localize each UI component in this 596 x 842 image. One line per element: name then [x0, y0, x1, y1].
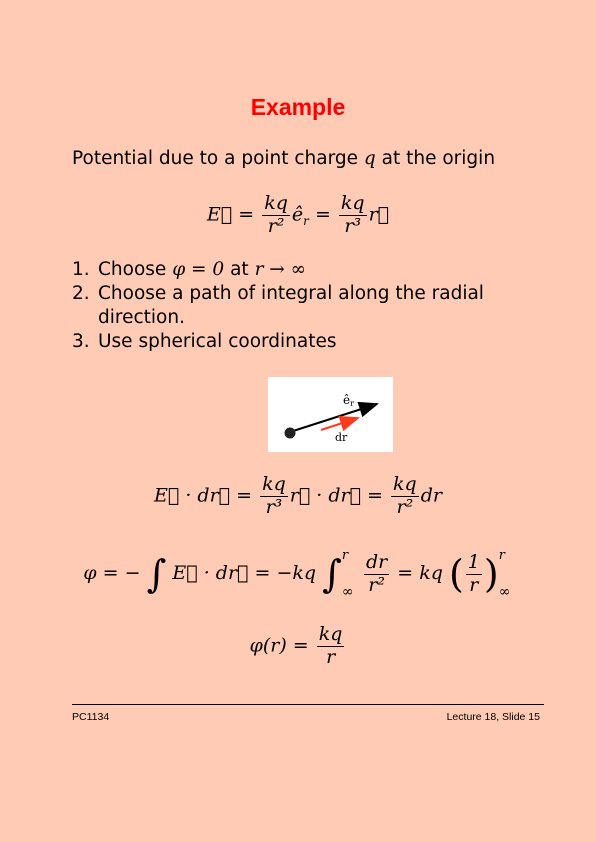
list-number: 1.: [72, 259, 90, 280]
eq2-lhs: E⃗ · dr⃗ =: [154, 484, 253, 507]
eq3-lhs: φ = −: [83, 562, 141, 584]
eq4-lhs: φ(r) =: [249, 634, 309, 657]
integral-sign: ∫: [146, 552, 167, 596]
eq4-frac: [317, 624, 345, 669]
list-number: 2.: [72, 283, 90, 304]
eq2-num1: kq: [262, 473, 286, 495]
eq1-frac-2: [339, 193, 367, 238]
integral-limits: [342, 548, 356, 600]
integral-sign-limits: ∫: [322, 552, 342, 596]
eq3-eq: = kq: [397, 562, 443, 584]
list-text: at: [230, 259, 249, 280]
eq4-den: r: [326, 645, 336, 668]
radial-diagram: [268, 377, 393, 452]
eq3-inner-num: 1: [467, 550, 480, 573]
list-item: [72, 282, 518, 330]
eq3-num: dr: [365, 550, 388, 573]
slide-title: Example: [250, 94, 346, 120]
equation-dot-product: [0, 474, 596, 519]
integral-lower: ∞: [341, 584, 354, 600]
eq2-num2: kq: [393, 473, 417, 495]
dr-label: dr: [335, 431, 348, 444]
list-math: r → ∞: [254, 259, 307, 280]
equation-result: [0, 624, 596, 669]
eq2-mid: r⃗ · dr⃗ =: [289, 484, 383, 507]
eq1-den1: r²: [267, 214, 285, 237]
footer-course: PC1134: [72, 711, 110, 723]
intro-text: Potential due to a point charge: [72, 148, 359, 169]
list-item: [72, 258, 518, 282]
unit-vector-arrow: [290, 404, 377, 432]
point-charge: [285, 428, 296, 439]
eq1-num2: kq: [340, 192, 365, 214]
intro-line: [72, 148, 495, 169]
eq1-unit: ê: [291, 203, 304, 226]
eval-limits: [499, 548, 513, 600]
eq1-num1: kq: [264, 192, 288, 214]
list-item: [72, 330, 518, 354]
eq3-inner-frac: [466, 552, 482, 597]
eq2-frac-2: [391, 474, 419, 519]
eq3-inner-den: r: [469, 573, 479, 596]
intro-tail: at the origin: [381, 148, 496, 169]
eq1-den2: r³: [344, 214, 362, 237]
eq3-den: r²: [368, 573, 385, 596]
eq3-frac: [364, 552, 389, 597]
radial-diagram-svg: [268, 377, 393, 452]
eq2-den1: r³: [265, 495, 283, 518]
eval-lower: ∞: [498, 584, 511, 600]
list-number: 3.: [72, 331, 90, 352]
list-text: Choose: [98, 259, 167, 280]
eq2-frac-1: [260, 474, 288, 519]
unit-vector-label: êr: [343, 393, 354, 408]
eq2-end: dr: [420, 484, 442, 507]
intro-var: q: [363, 148, 376, 169]
eq1-frac-1: [262, 193, 290, 238]
list-text: Choose a path of integral along the radial direction.: [98, 283, 484, 328]
equation-potential-integral: [0, 548, 596, 600]
eq4-num: kq: [318, 623, 343, 645]
eq2-den2: r²: [396, 495, 414, 518]
list-math: φ = 0: [172, 259, 225, 280]
list-text: Use spherical coordinates: [98, 331, 337, 352]
eq1-unit-sub: r: [303, 214, 309, 229]
eq3-mid: E⃗ · dr⃗ = −kq: [172, 562, 317, 584]
eq1-lhs: E⃗ =: [206, 203, 255, 226]
integral-upper: r: [341, 548, 349, 563]
eq1-equals: =: [314, 203, 331, 226]
footer-slide-number: Lecture 18, Slide 15: [446, 711, 540, 723]
eq1-end: r⃗: [368, 203, 390, 226]
paren-open: (: [448, 552, 464, 596]
paren-close: ): [483, 552, 499, 596]
footer-divider: [72, 704, 544, 705]
equation-field: [0, 193, 596, 238]
steps-list: [72, 258, 518, 354]
eval-upper: r: [498, 548, 505, 563]
